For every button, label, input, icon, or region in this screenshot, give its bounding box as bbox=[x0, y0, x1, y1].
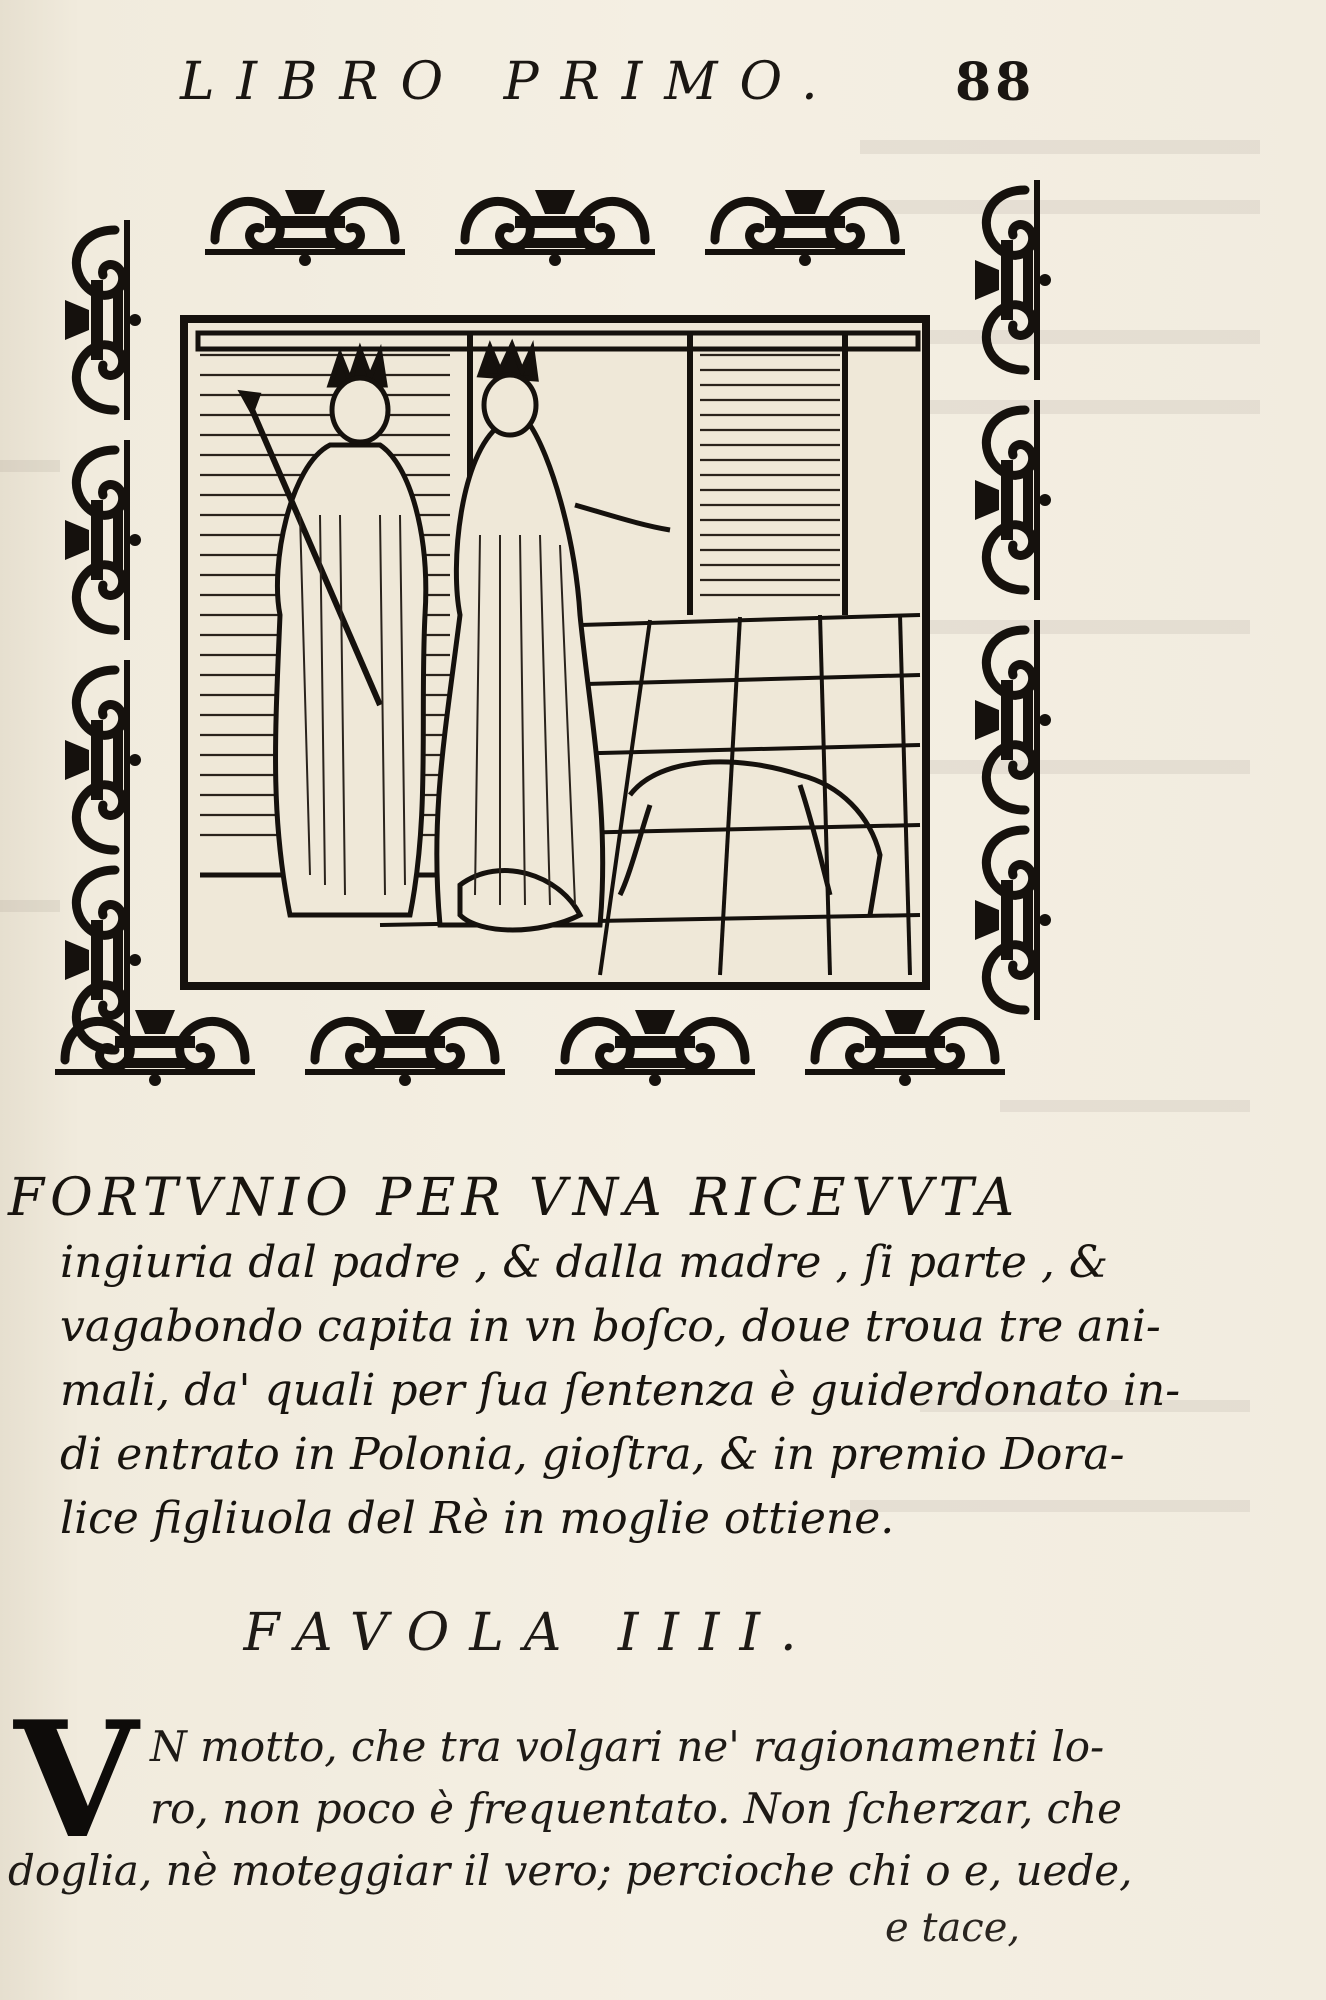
chapter-argument bbox=[8, 1165, 1181, 1551]
argument-line: ingiuria dal padre , & dalla madre , ſi parte , & bbox=[60, 1237, 1109, 1288]
drop-cap: V bbox=[14, 1686, 139, 1874]
fable-title: FAVOLA IIII. bbox=[243, 1603, 817, 1663]
catchword: e tace, bbox=[885, 1905, 1021, 1951]
argument-headline: FORTVNIO PER VNA RICEVVTA bbox=[8, 1168, 1021, 1228]
body-text bbox=[0, 1716, 1133, 1902]
woodcut-illustration-icon bbox=[180, 315, 930, 990]
argument-line: mali, da' quali per ſua ſentenza è guiderdonato in- bbox=[60, 1365, 1181, 1416]
running-title: LIBRO PRIMO. bbox=[180, 52, 840, 112]
body-line: doglia, nè moteggiar il vero; percioche chi o e, uede, bbox=[8, 1846, 1133, 1895]
body-line: ro, non poco è frequentato. Non ſcherzar, che bbox=[150, 1784, 1122, 1833]
body-line: N motto, che tra volgari ne' ragionamenti lo- bbox=[150, 1722, 1105, 1771]
argument-line: vagabondo capita in vn boſco, doue troua tre ani- bbox=[60, 1301, 1161, 1352]
argument-line: di entrato in Polonia, gioſtra, & in premio Dora- bbox=[60, 1429, 1125, 1480]
page-number: 88 bbox=[955, 52, 1036, 113]
argument-line: lice figliuola del Rè in moglie ottiene. bbox=[60, 1493, 895, 1544]
running-header bbox=[180, 52, 1040, 132]
